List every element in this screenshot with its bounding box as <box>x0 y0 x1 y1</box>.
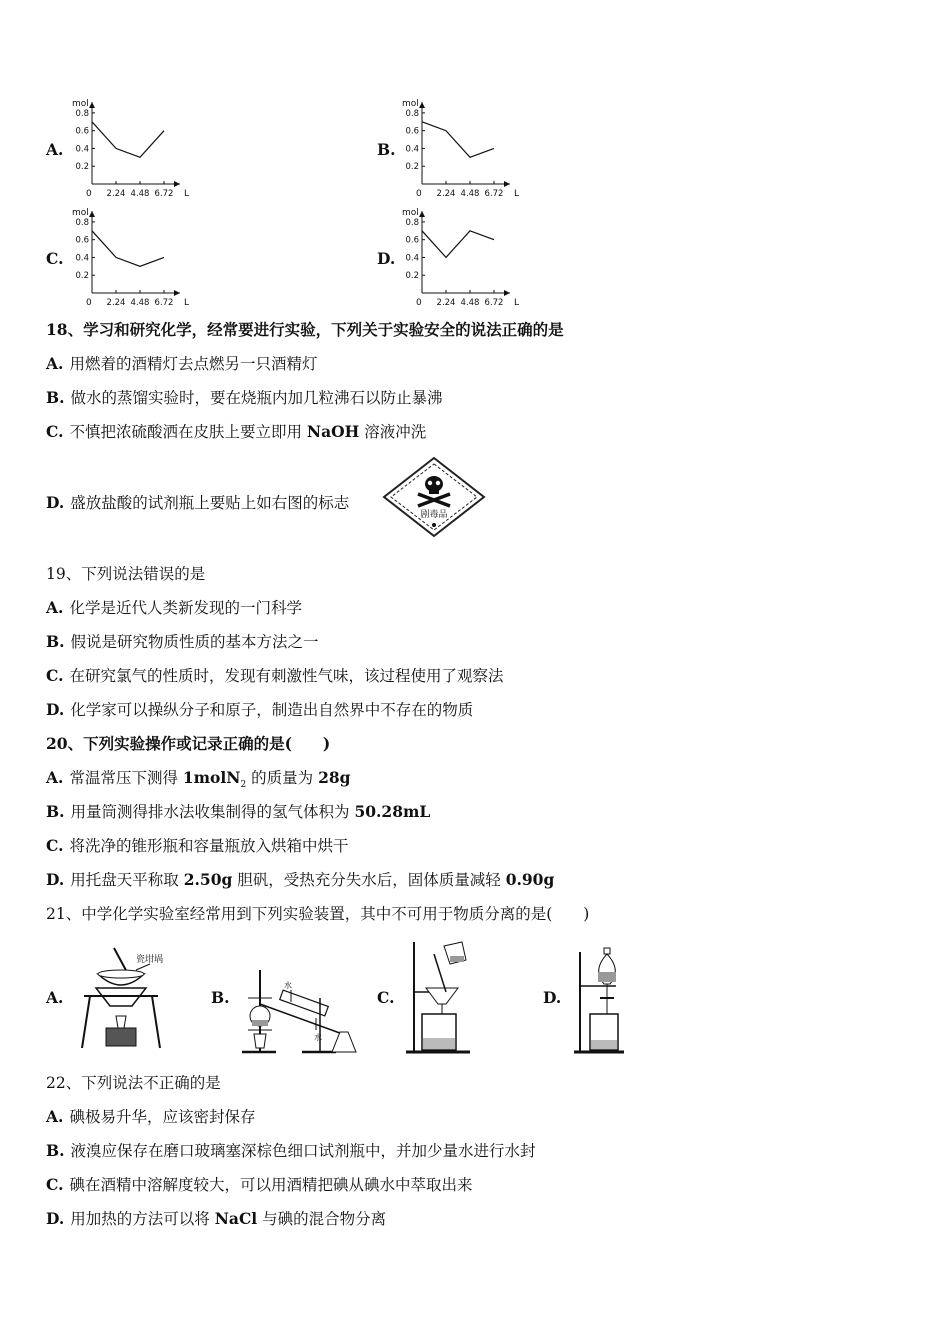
x-unit-label: L <box>514 298 520 305</box>
x-tick-label: 4.48 <box>130 298 150 305</box>
y-tick-label: 0.6 <box>405 126 419 137</box>
origin-label: 0 <box>86 298 92 305</box>
y-tick-label: 0.2 <box>75 271 89 282</box>
origin-label: 0 <box>86 189 92 196</box>
y-unit-label: mol <box>72 99 89 109</box>
q22-option-b: B. 液溴应保存在磨口玻璃塞深棕色细口试剂瓶中，并加少量水进行水封 <box>46 1141 536 1160</box>
q18-stem: 18、学习和研究化学，经常要进行实验，下列关于实验安全的说法正确的是 <box>46 320 564 339</box>
y-unit-label: mol <box>402 99 419 109</box>
chart-a <box>70 96 200 200</box>
series-line <box>92 122 164 158</box>
y-tick-label: 0.2 <box>75 162 89 173</box>
q19-option-d: D. 化学家可以操纵分子和原子，制造出自然界中不存在的物质 <box>46 700 474 719</box>
x-axis-arrow-icon <box>504 290 510 296</box>
y-tick-label: 0.2 <box>405 162 419 173</box>
q19-option-c: C. 在研究氯气的性质时，发现有刺激性气味，该过程使用了观察法 <box>46 666 504 685</box>
y-tick-label: 0.8 <box>75 108 89 119</box>
sign-text: 剧毒品 <box>420 510 448 520</box>
series-line <box>422 122 494 158</box>
x-tick-label: 4.48 <box>130 189 150 196</box>
y-tick-label: 0.8 <box>405 108 419 119</box>
q20-option-b: B. 用量筒测得排水法收集制得的氢气体积为 50.28mL <box>46 802 431 821</box>
y-axis-arrow-icon <box>89 211 95 217</box>
x-tick-label: 6.72 <box>484 298 504 305</box>
q21-d-label: D. <box>543 988 562 1007</box>
y-tick-label: 0.4 <box>405 253 419 264</box>
distillation-apparatus <box>236 964 361 1060</box>
q21-a-label: A. <box>46 988 64 1007</box>
y-unit-label: mol <box>72 208 89 218</box>
q20-option-c: C. 将洗净的锥形瓶和容量瓶放入烘箱中烘干 <box>46 836 349 855</box>
q21-stem: 21、中学化学实验室经常用到下列实验装置，其中不可用于物质分离的是( ) <box>46 905 590 923</box>
q19-option-b: B. 假说是研究物质性质的基本方法之一 <box>46 632 319 651</box>
q22-stem: 22、下列说法不正确的是 <box>46 1074 221 1092</box>
x-tick-label: 6.72 <box>154 189 174 196</box>
separatory-funnel-apparatus <box>570 944 640 1060</box>
x-tick-label: 2.24 <box>106 189 126 196</box>
y-tick-label: 0.6 <box>405 235 419 246</box>
q20-stem: 20、下列实验操作或记录正确的是( ) <box>46 734 331 753</box>
q22-option-d: D. 用加热的方法可以将 NaCl 与碘的混合物分离 <box>46 1209 387 1228</box>
crucible-heating-apparatus <box>76 944 166 1058</box>
y-tick-label: 0.8 <box>75 217 89 228</box>
y-tick-label: 0.8 <box>405 217 419 228</box>
q22-option-c: C. 碘在酒精中溶解度较大，可以用酒精把碘从碘水中萃取出来 <box>46 1175 473 1194</box>
y-axis-arrow-icon <box>419 211 425 217</box>
x-tick-label: 4.48 <box>460 298 480 305</box>
filtration-apparatus <box>400 938 480 1060</box>
q20-option-d: D. 用托盘天平称取 2.50g 胆矾，受热充分失水后，固体质量减轻 0.90g <box>46 870 555 889</box>
q19-stem: 19、下列说法错误的是 <box>46 565 206 583</box>
y-axis-arrow-icon <box>89 102 95 108</box>
x-unit-label: L <box>184 189 190 196</box>
y-tick-label: 0.4 <box>75 253 89 264</box>
q18-option-d: D. 盛放盐酸的试剂瓶上要贴上如右图的标志 <box>46 493 350 512</box>
y-axis-arrow-icon <box>419 102 425 108</box>
origin-label: 0 <box>416 298 422 305</box>
series-line <box>92 231 164 266</box>
x-tick-label: 4.48 <box>460 189 480 196</box>
x-axis-arrow-icon <box>174 290 180 296</box>
water-in-label: 水 <box>284 981 292 990</box>
y-tick-label: 0.4 <box>405 144 419 155</box>
chart-c-label: C. <box>46 249 64 268</box>
x-tick-label: 6.72 <box>154 298 174 305</box>
x-axis-arrow-icon <box>504 181 510 187</box>
chart-c <box>70 205 200 309</box>
crucible-label: 瓷坩埚 <box>136 955 164 965</box>
q18-option-c: C. 不慎把浓硫酸洒在皮肤上要立即用 NaOH 溶液冲洗 <box>46 422 427 441</box>
q22-option-a: A. 碘极易升华，应该密封保存 <box>46 1107 256 1126</box>
chart-a-label: A. <box>46 140 64 159</box>
water-out-label: 水 <box>314 1033 322 1042</box>
x-tick-label: 6.72 <box>484 189 504 196</box>
q18-option-b: B. 做水的蒸馏实验时，要在烧瓶内加几粒沸石以防止暴沸 <box>46 388 443 407</box>
toxic-hazard-sign <box>380 456 488 542</box>
y-tick-label: 0.2 <box>405 271 419 282</box>
chart-b-label: B. <box>377 140 396 159</box>
q18-option-a: A. 用燃着的酒精灯去点燃另一只酒精灯 <box>46 354 318 373</box>
x-tick-label: 2.24 <box>436 189 456 196</box>
y-tick-label: 0.4 <box>75 144 89 155</box>
x-axis-arrow-icon <box>174 181 180 187</box>
chart-b <box>400 96 530 200</box>
q19-option-a: A. 化学是近代人类新发现的一门科学 <box>46 598 302 617</box>
origin-label: 0 <box>416 189 422 196</box>
chart-d <box>400 205 530 309</box>
x-unit-label: L <box>184 298 190 305</box>
x-tick-label: 2.24 <box>106 298 126 305</box>
q21-b-label: B. <box>211 988 230 1007</box>
x-unit-label: L <box>514 189 520 196</box>
y-tick-label: 0.6 <box>75 126 89 137</box>
q21-c-label: C. <box>377 988 395 1007</box>
chart-d-label: D. <box>377 249 396 268</box>
q20-option-a: A. 常温常压下测得 1molN$_2$ 的质量为 28g <box>46 768 351 791</box>
x-tick-label: 2.24 <box>436 298 456 305</box>
y-tick-label: 0.6 <box>75 235 89 246</box>
series-line <box>422 231 494 258</box>
y-unit-label: mol <box>402 208 419 218</box>
